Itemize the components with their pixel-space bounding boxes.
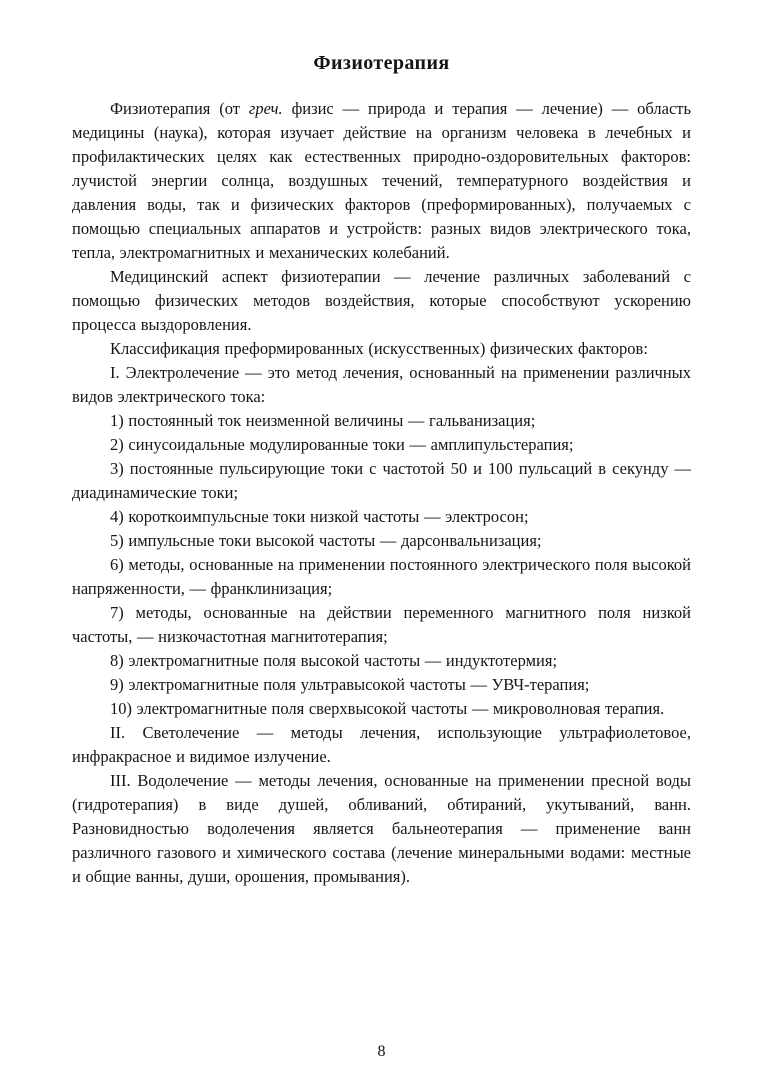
paragraph-section-2-phototherapy: II. Светолечение — методы лечения, использующие ультрафиолетовое, инфракрасное и видимое излучение. [72, 723, 691, 766]
italic-term: греч. [248, 99, 283, 118]
page-number: 8 [377, 1043, 386, 1060]
paragraph-text: Физиотерапия (от [110, 99, 249, 118]
list-item-8: 8) электромагнитные поля высокой частоты — индуктотермия; [110, 651, 558, 670]
list-item-6: 6) методы, основанные на применении постоянного электрического поля высокой напряженности, — франклинизация; [72, 555, 691, 598]
list-item-10: 10) электромагнитные поля сверхвысокой частоты — микроволновая терапия. [110, 699, 665, 718]
list-item-1: 1) постоянный ток неизменной величины — гальванизация; [110, 411, 536, 430]
list-item-2: 2) синусоидальные модулированные токи — амплипульстерапия; [110, 435, 574, 454]
list-item-9: 9) электромагнитные поля ультравысокой частоты — УВЧ-терапия; [110, 675, 590, 694]
paragraph-section-1-electrotherapy: I. Электролечение — это метод лечения, основанный на применении различных видов электрического тока: [72, 363, 691, 406]
list-item-7: 7) методы, основанные на действии переменного магнитного поля низкой частоты, — низкочастотная магнитотерапия; [72, 603, 691, 646]
paragraph-medical-aspect: Медицинский аспект физиотерапии — лечение различных заболеваний с помощью физических методов воздействия, которые способствуют ускорению процесса выздоровления. [72, 267, 691, 334]
page-title: Физиотерапия [313, 52, 450, 74]
paragraph-definition [72, 97, 691, 265]
list-item-5: 5) импульсные токи высокой частоты — дарсонвальнизация; [110, 531, 542, 550]
paragraph-section-3-hydrotherapy: III. Водолечение — методы лечения, основанные на применении пресной воды (гидротерапия) в виде душей, обливаний, обтираний, укутываний, ванн. Разновидностью водолечения является бальнеотерапия — применение ванн различного газового и химического состава (лечение минеральными водами: местные и общие ванны, души, орошения, промывания). [72, 771, 691, 886]
list-item-4: 4) короткоимпульсные токи низкой частоты — электросон; [110, 507, 529, 526]
paragraph-text: физис — природа и терапия — лечение) — область медицины (наука), которая изучает действие на организм человека в лечебных и профилактических целях как естественных природно-оздоровительных факторов: лучистой энергии солнца, воздушных течений, температурного воздействия и давления воды, так и физических факторов (преформированных), получаемых с помощью специальных аппаратов и устройств: разных видов электрического тока, тепла, электромагнитных и механических колебаний. [72, 99, 692, 262]
list-item-3: 3) постоянные пульсирующие токи с частотой 50 и 100 пульсаций в секунду — диадинамические токи; [72, 459, 691, 502]
paragraph-classification: Классификация преформированных (искусственных) физических факторов: [110, 339, 648, 358]
